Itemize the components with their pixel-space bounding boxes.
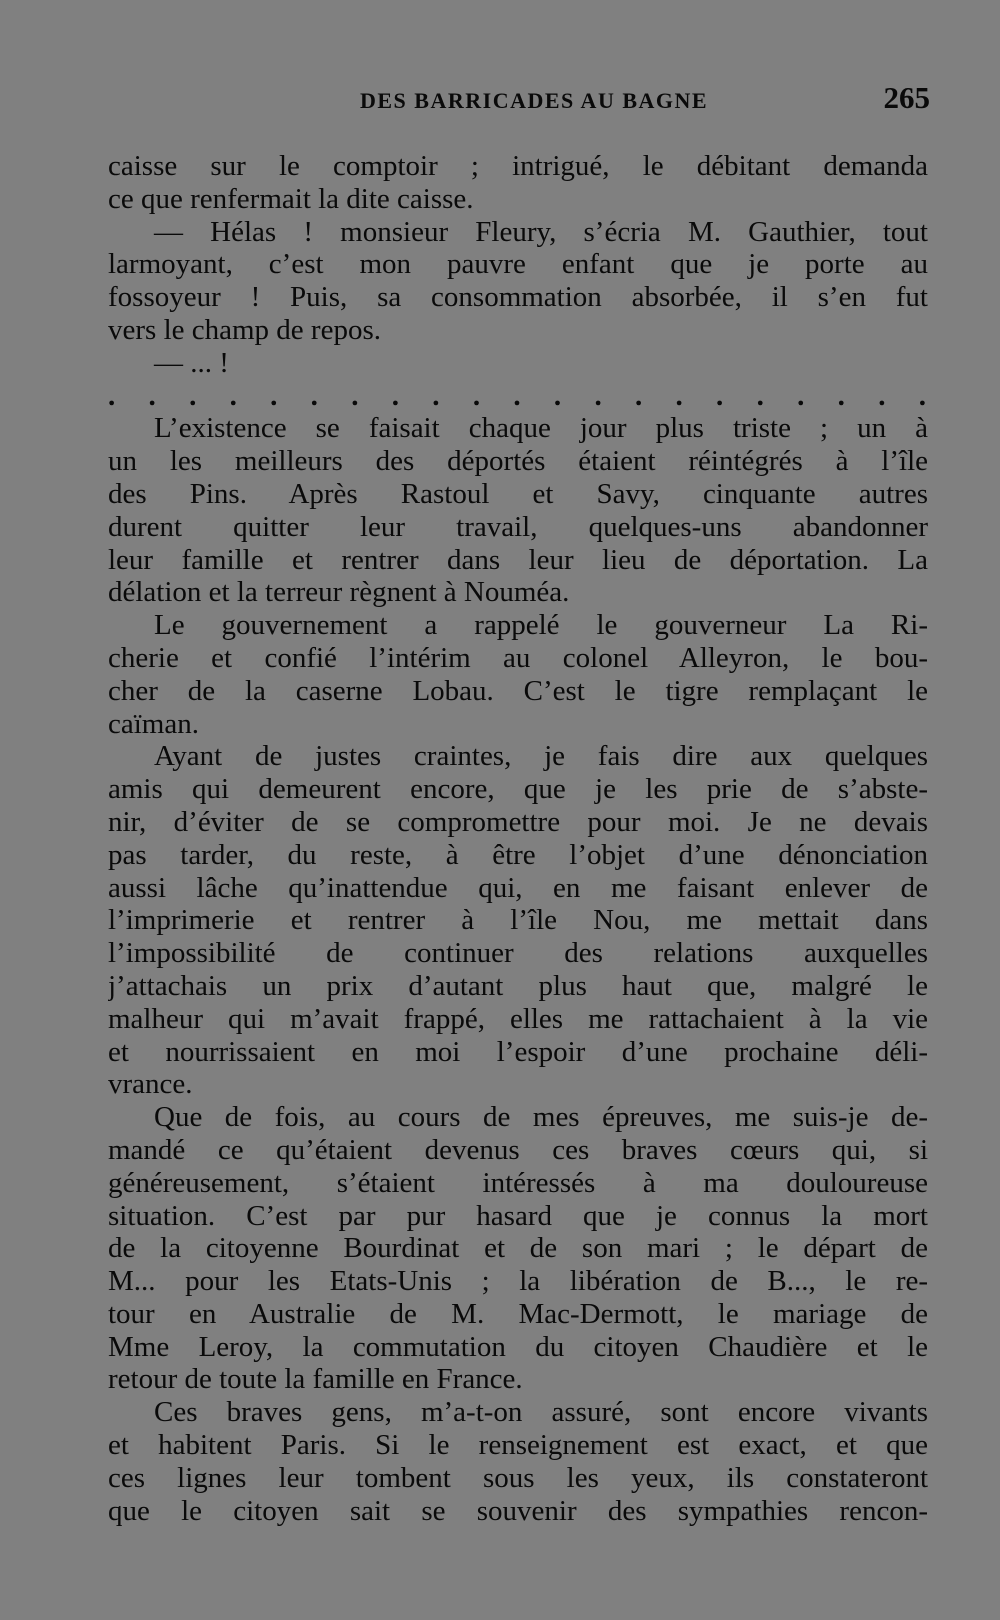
ellipsis-divider: . . . . . . . . . . . . . . . . . . . . . — [108, 379, 928, 412]
text-line: tour en Australie de M. Mac-Dermott, le mariage de — [108, 1297, 928, 1330]
text-line: L’existence se faisait chaque jour plus triste ; un à — [154, 412, 928, 445]
running-head — [110, 78, 930, 118]
text-line: un les meilleurs des déportés étaient réintégrés à l’île — [108, 445, 928, 478]
text-line: l’impossibilité de continuer des relations auxquelles — [108, 937, 928, 970]
text-line: et nourrissaient en moi l’espoir d’une prochaine déli- — [108, 1035, 928, 1068]
text-line: l’imprimerie et rentrer à l’île Nou, me mettait dans — [108, 904, 928, 937]
text-line: Le gouvernement a rappelé le gouverneur La Ri- — [154, 609, 928, 642]
text-line: leur famille et rentrer dans leur lieu de déportation. La — [108, 543, 928, 576]
text-line: j’attachais un prix d’autant plus haut que, malgré le — [108, 969, 928, 1002]
text-line: M... pour les Etats-Unis ; la libération de B..., le re- — [108, 1265, 928, 1298]
text-line: caisse sur le comptoir ; intrigué, le débitant demanda — [108, 150, 928, 182]
text-line: vrance. — [108, 1068, 193, 1101]
text-line: amis qui demeurent encore, que je les prie de s’abste- — [108, 773, 928, 806]
text-line: retour de toute la famille en France. — [108, 1363, 523, 1396]
text-line: cherie et confié l’intérim au colonel Alleyron, le bou- — [108, 641, 928, 674]
text-line: et habitent Paris. Si le renseignement est exact, et que — [108, 1429, 928, 1462]
page-number: 265 — [883, 80, 930, 115]
text-line: durent quitter leur travail, quelques-uns abandonner — [108, 510, 928, 543]
text-line: des Pins. Après Rastoul et Savy, cinquante autres — [108, 477, 928, 510]
text-line: — Hélas ! monsieur Fleury, s’écria M. Gauthier, tout — [154, 215, 928, 248]
text-line: Ces braves gens, m’a-t-on assuré, sont encore vivants — [154, 1396, 928, 1429]
running-title: DES BARRICADES AU BAGNE — [360, 88, 709, 113]
text-line: ces lignes leur tombent sous les yeux, ils constateront — [108, 1461, 928, 1494]
text-line: que le citoyen sait se souvenir des sympathies rencon- — [108, 1494, 928, 1527]
text-line: cher de la caserne Lobau. C’est le tigre remplaçant le — [108, 674, 928, 707]
text-line: ce que renfermait la dite caisse. — [108, 182, 474, 215]
text-line: de la citoyenne Bourdinat et de son mari ; le départ de — [108, 1232, 928, 1265]
text-line: Que de fois, au cours de mes épreuves, me suis-je de- — [154, 1101, 928, 1134]
text-line: vers le champ de repos. — [108, 313, 381, 346]
text-line: caïman. — [108, 707, 199, 740]
text-line: Ayant de justes craintes, je fais dire aux quelques — [154, 740, 928, 773]
text-line: délation et la terreur règnent à Nouméa. — [108, 576, 570, 609]
text-line: larmoyant, c’est mon pauvre enfant que je porte au — [108, 248, 928, 281]
text-line: aussi lâche qu’inattendue qui, en me faisant enlever de — [108, 871, 928, 904]
text-line: malheur qui m’avait frappé, elles me rattachaient à la vie — [108, 1002, 928, 1035]
text-line: mandé ce qu’étaient devenus ces braves cœurs qui, si — [108, 1133, 928, 1166]
text-line: généreusement, s’étaient intéressés à ma douloureuse — [108, 1166, 928, 1199]
text-line: — ... ! — [154, 346, 229, 379]
text-line: fossoyeur ! Puis, sa consommation absorbée, il s’en fut — [108, 281, 928, 314]
body-text — [108, 150, 928, 1527]
text-line: pas tarder, du reste, à être l’objet d’une dénonciation — [108, 838, 928, 871]
text-line: situation. C’est par pur hasard que je connus la mort — [108, 1199, 928, 1232]
text-line: Mme Leroy, la commutation du citoyen Chaudière et le — [108, 1330, 928, 1363]
text-line: nir, d’éviter de se compromettre pour moi. Je ne devais — [108, 805, 928, 838]
